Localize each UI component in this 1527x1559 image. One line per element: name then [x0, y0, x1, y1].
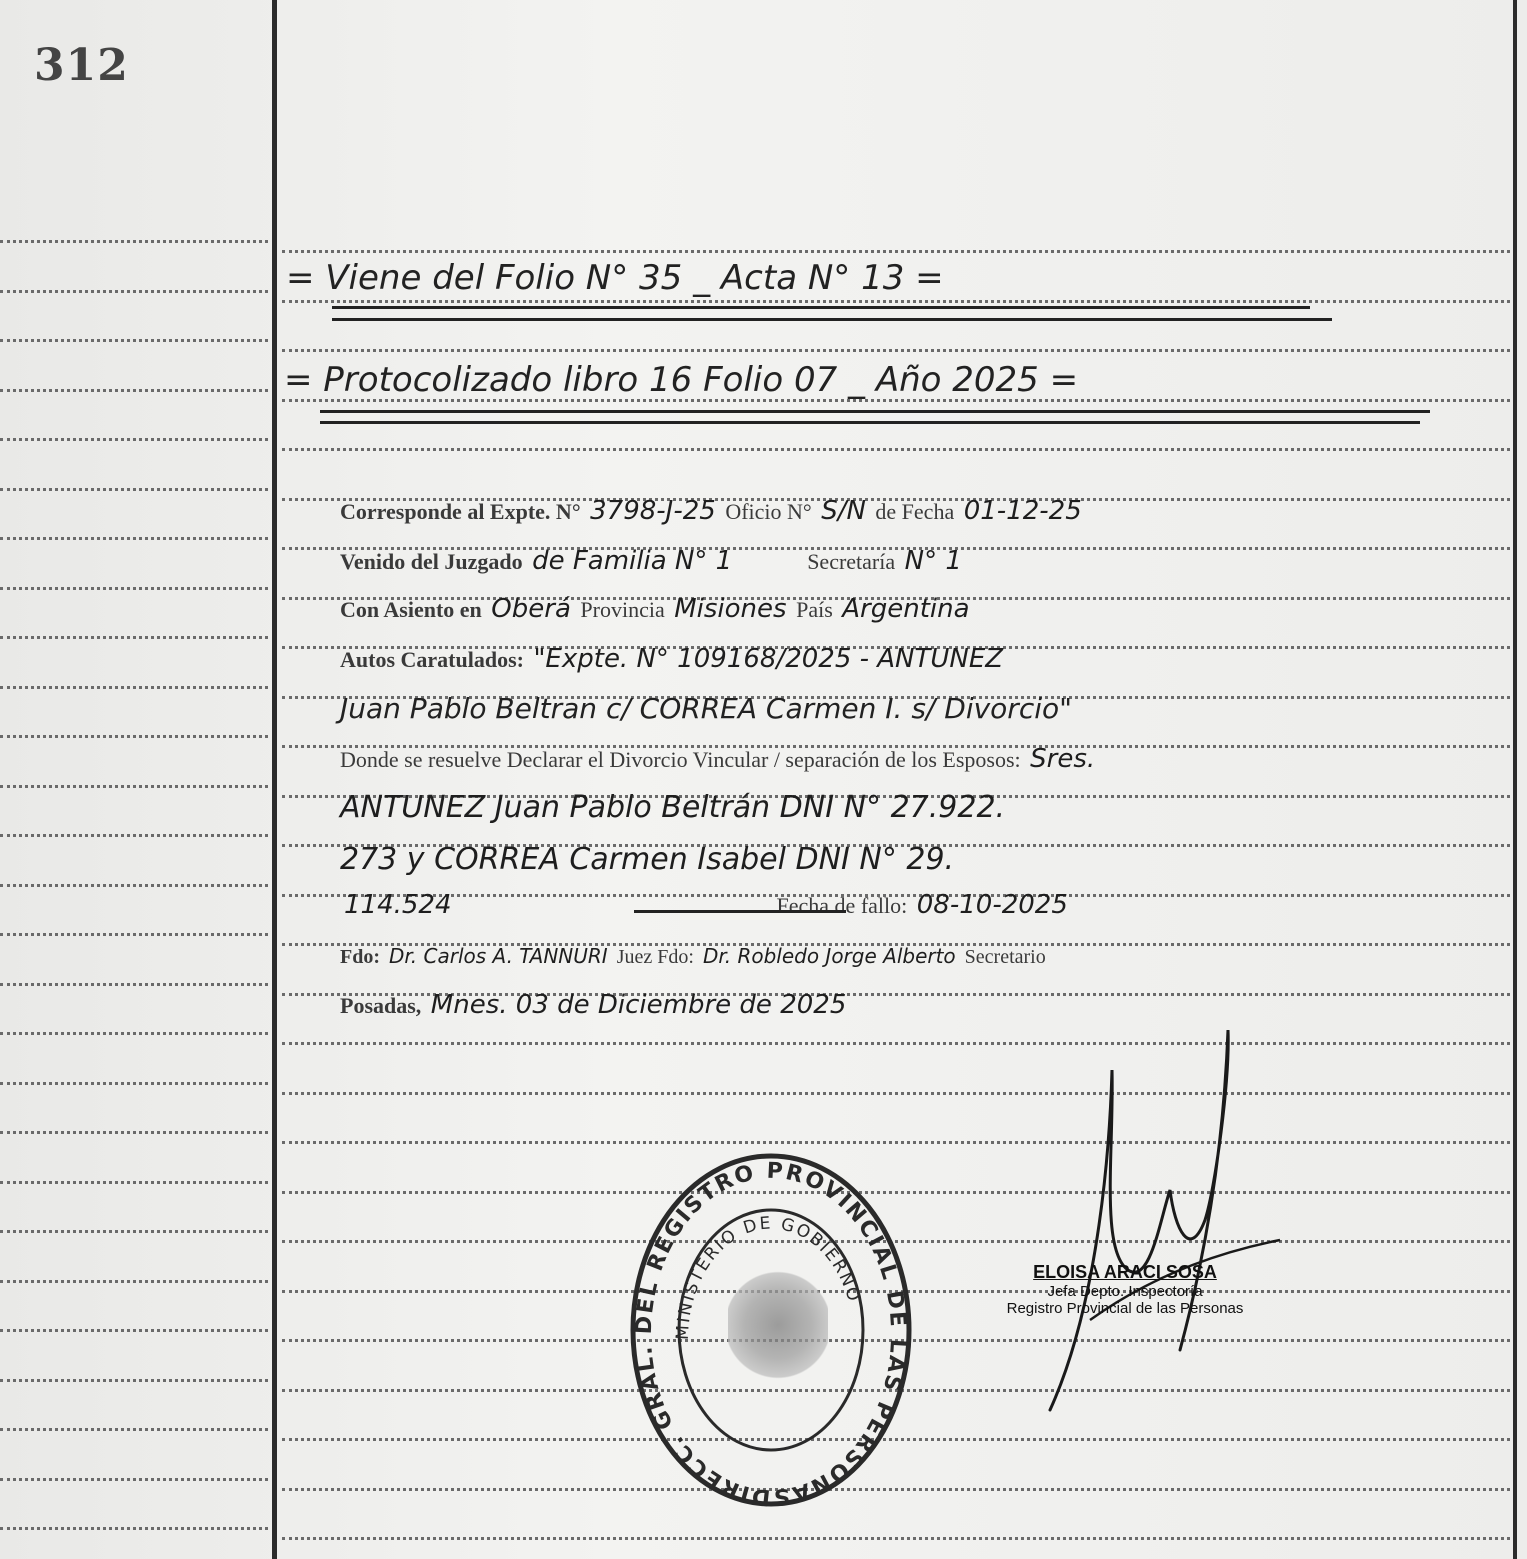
- header-line-2: = Protocolizado libro 16 Folio 07 _ Año 2025 =: [284, 360, 1079, 400]
- asiento-label: Con Asiento en: [340, 597, 482, 622]
- fecha-value: 01-12-25: [963, 496, 1082, 526]
- form-row-fallo: [340, 890, 1440, 926]
- header-underline-1b: [332, 318, 1332, 321]
- ledger-line-left: [0, 983, 268, 986]
- seal-outer-text: DIRECC. GRAL. DEL REGISTRO PROVINCIAL DE LAS PERSONAS: [631, 1158, 911, 1510]
- ledger-line-left: [0, 389, 268, 392]
- ledger-line-left: [0, 785, 268, 788]
- esposos-title: Sres.: [1030, 744, 1096, 774]
- ledger-line-right: [282, 300, 1510, 303]
- form-row-expte: [340, 496, 1440, 532]
- lugar-value: Mnes. 03 de Diciembre de 2025: [430, 990, 847, 1020]
- form-row-firmas: [340, 944, 1440, 980]
- ledger-line-left: [0, 834, 268, 837]
- ledger-line-right: [282, 448, 1510, 451]
- ledger-line-left: [0, 1131, 268, 1134]
- ledger-line-left: [0, 636, 268, 639]
- esposos-line-1: ANTUNEZ Juan Pablo Beltrán DNI N° 27.922.: [340, 790, 1006, 825]
- ledger-line-left: [0, 1379, 268, 1382]
- ledger-line-left: [0, 1181, 268, 1184]
- header-line-1: = Viene del Folio N° 35 _ Acta N° 13 =: [286, 258, 944, 298]
- juzgado-label: Venido del Juzgado: [340, 549, 523, 574]
- oficio-label: Oficio N°: [725, 499, 812, 524]
- fallo-dash: [634, 910, 846, 913]
- ledger-line-left: [0, 686, 268, 689]
- expte-value: 3798-J-25: [590, 496, 716, 526]
- ledger-line-left: [0, 1280, 268, 1283]
- form-row-autos: [340, 644, 1440, 680]
- stamp-name: ELOISA ARACI SOSA: [1033, 1262, 1217, 1282]
- lugar-label: Posadas,: [340, 993, 422, 1018]
- ledger-line-left: [0, 735, 268, 738]
- ledger-line-left: [0, 1082, 268, 1085]
- secretario-prefix: Fdo:: [657, 946, 694, 968]
- right-margin-rule: [1513, 0, 1517, 1559]
- secretario-label: Secretario: [964, 946, 1046, 968]
- ledger-line-right: [282, 1141, 1510, 1144]
- handwritten-signature: [1040, 1020, 1290, 1420]
- stamp-office: Registro Provincial de las Personas: [1006, 1300, 1244, 1317]
- stamp-title: Jefa Depto. Inspectoría: [1047, 1283, 1203, 1300]
- header-underline-2a: [320, 410, 1430, 413]
- provincia-label: Provincia: [580, 597, 665, 622]
- ledger-line-left: [0, 537, 268, 540]
- juez-value: Dr. Carlos A. TANNURI: [389, 944, 608, 968]
- ledger-line-left: [0, 933, 268, 936]
- seal-emblem: [728, 1270, 828, 1380]
- ledger-line-left: [0, 587, 268, 590]
- fallo-label: Fecha de fallo:: [776, 893, 908, 918]
- secretaria-value: N° 1: [904, 546, 962, 576]
- esposos-line-3: 114.524: [344, 890, 452, 920]
- ledger-line-left: [0, 1527, 268, 1530]
- oficio-value: S/N: [821, 496, 866, 526]
- secretaria-label: Secretaría: [807, 549, 896, 574]
- resuelve-label: Donde se resuelve Declarar el Divorcio Vincular / separación de los Esposos:: [340, 747, 1021, 772]
- ledger-line-left: [0, 1230, 268, 1233]
- ledger-line-left: [0, 1032, 268, 1035]
- expte-label: Corresponde al Expte. N°: [340, 499, 581, 524]
- autos-label: Autos Caratulados:: [340, 647, 524, 672]
- autos-value-2: Juan Pablo Beltran c/ CORREA Carmen I. s/ Divorcio": [340, 692, 1073, 725]
- ledger-line-left: [0, 1329, 268, 1332]
- pais-label: País: [796, 597, 833, 622]
- ledger-line-right: [282, 250, 1510, 253]
- ledger-line-left: [0, 488, 268, 491]
- form-row-asiento: [340, 594, 1440, 630]
- juez-prefix: Fdo:: [340, 946, 380, 968]
- juzgado-value: de Familia N° 1: [532, 546, 733, 576]
- ledger-line-left: [0, 339, 268, 342]
- ledger-line-left: [0, 290, 268, 293]
- fecha-label: de Fecha: [875, 499, 955, 524]
- ledger-line-right: [282, 1092, 1510, 1095]
- ledger-line-right: [282, 1537, 1510, 1540]
- seal-inner-text: MINISTERIO DE GOBIERNO: [672, 1213, 865, 1341]
- fallo-value: 08-10-2025: [916, 890, 1068, 920]
- autos-value-1: "Expte. N° 109168/2025 - ANTUNEZ: [533, 644, 1004, 674]
- juez-label: Juez: [616, 946, 653, 968]
- form-row-juzgado: [340, 546, 1440, 582]
- ledger-line-left: [0, 1478, 268, 1481]
- left-column-rule: [272, 0, 277, 1559]
- ledger-line-left: [0, 240, 268, 243]
- ledger-line-left: [0, 1428, 268, 1431]
- secretario-value: Dr. Robledo Jorge Alberto: [702, 944, 956, 968]
- ledger-line-left: [0, 438, 268, 441]
- header-underline-2b: [320, 421, 1420, 424]
- asiento-value: Oberá: [491, 594, 571, 624]
- ledger-line-right: [282, 1042, 1510, 1045]
- form-row-resuelve: [340, 744, 1440, 780]
- ledger-line-right: [282, 349, 1510, 352]
- header-underline-1a: [332, 306, 1310, 309]
- signatory-stamp: [960, 1262, 1290, 1317]
- pais-value: Argentina: [842, 594, 970, 624]
- ledger-line-left: [0, 884, 268, 887]
- page-number: 312: [34, 40, 129, 91]
- provincia-value: Misiones: [674, 594, 787, 624]
- esposos-line-2: 273 y CORREA Carmen Isabel DNI N° 29.: [340, 842, 955, 877]
